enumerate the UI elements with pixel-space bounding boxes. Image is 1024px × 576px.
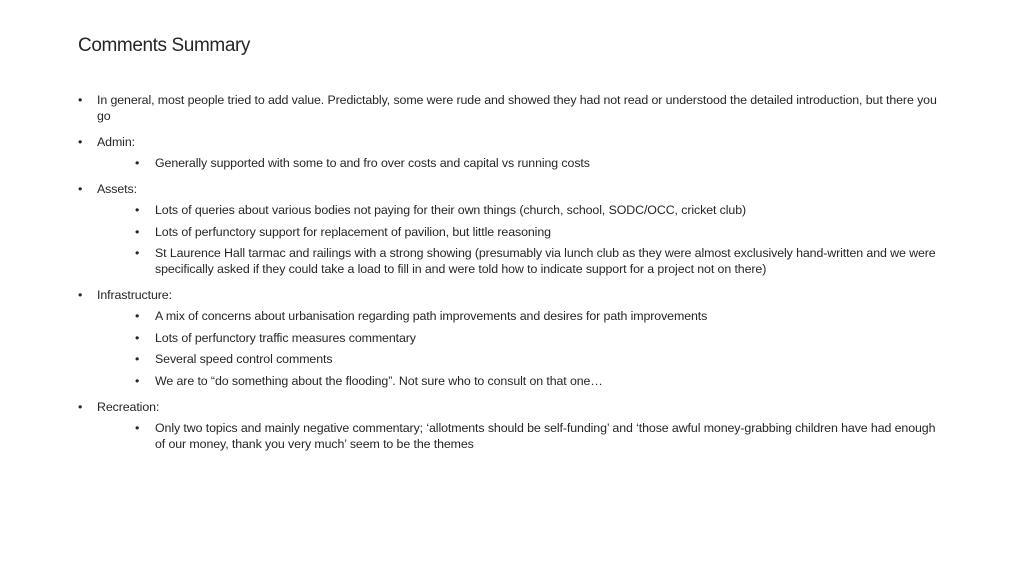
- sub-list: [97, 155, 948, 171]
- sub-bullet: • Generally supported with some to and fro over costs and capital vs running costs: [97, 155, 948, 171]
- bullet-recreation: [78, 399, 948, 452]
- sub-bullet: • A mix of concerns about urbanisation regarding path improvements and desires for path improvements: [97, 308, 948, 324]
- sub-list: [97, 202, 948, 277]
- sub-bullet: • Lots of perfunctory support for replacement of pavilion, but little reasoning: [97, 224, 948, 240]
- sub-list: [97, 308, 948, 389]
- bullet-admin: [78, 134, 948, 171]
- sub-bullet: • Lots of perfunctory traffic measures commentary: [97, 330, 948, 346]
- sub-bullet: • Lots of queries about various bodies not paying for their own things (church, school, SODC/OCC, cricket club): [97, 202, 948, 218]
- bullet-text: Assets:: [97, 182, 137, 196]
- bullet-text: Infrastructure:: [97, 288, 172, 302]
- sub-bullet: • We are to “do something about the flooding”. Not sure who to consult on that one…: [97, 373, 948, 389]
- slide-title: Comments Summary: [78, 35, 251, 56]
- bullet-infrastructure: [78, 287, 948, 389]
- bullet-text: In general, most people tried to add value. Predictably, some were rude and showed they had not read or understood the detailed introduction, but there you go: [97, 93, 937, 123]
- sub-list: [97, 420, 948, 452]
- sub-bullet: • St Laurence Hall tarmac and railings with a strong showing (presumably via lunch club as they were almost exclusively hand-written and we were specifically asked if they could take a load to fill in and were told how to indicate support for a project not on there): [97, 245, 948, 277]
- bullet-list: [78, 92, 948, 462]
- bullet-text: Recreation:: [97, 399, 160, 414]
- bullet-general: [78, 92, 948, 124]
- sub-bullet: • Several speed control comments: [97, 351, 948, 367]
- bullet-text: Admin:: [97, 135, 135, 149]
- bullet-assets: [78, 181, 948, 277]
- sub-bullet: • Only two topics and mainly negative commentary; ‘allotments should be self-funding’ and ‘those awful money-grabbing children have had enough of our money, thank you very much’ seem to be the themes: [97, 420, 948, 452]
